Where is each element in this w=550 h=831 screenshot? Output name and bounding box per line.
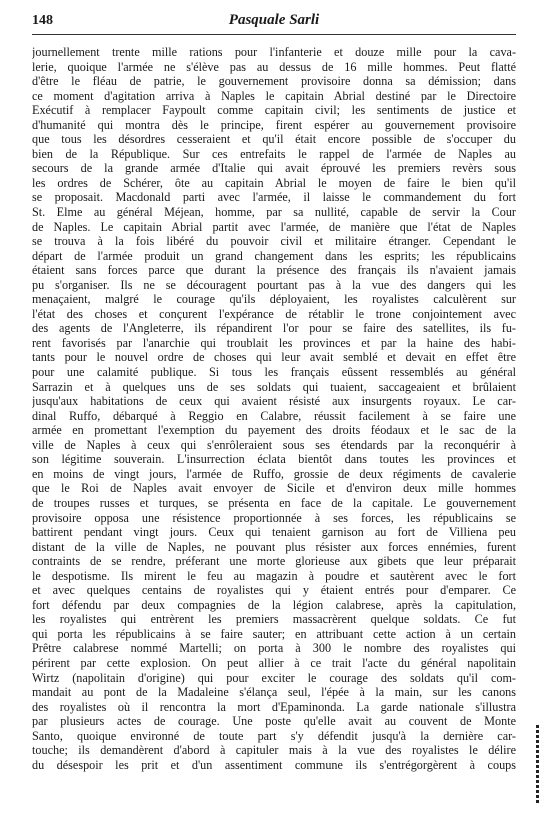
text-line: fort défendu par deux compagnies de la légion calabrese, après la capitulation, [32,597,516,612]
text-line: lerie, quoique l'armée ne s'élève pas au dessus de 16 mille hommes. Peut flatté [32,59,516,74]
page-number: 148 [32,13,53,28]
text-line: secours de la grande armée d'Italie qui avait éprouvé les premiers revèrs sous [32,161,516,176]
text-line: que le Roi de Naples avait envoyer de Sicile et d'environ deux mille hommes [32,481,516,496]
running-head: Pasquale Sarli [228,12,320,28]
text-line: Santo, quoique environné de toute part s'y défendit jusqu'à la dernière car- [32,728,516,743]
text-line: provisoire opposa une résistence proportionnée à ses forces, les républicains se [32,510,516,525]
text-line: dinal Ruffo, débarqué à Reggio en Calabre, réussit facilement à se faire une [32,408,516,423]
body-text [32,45,516,772]
text-line: Exécutif à remplacer Faypoult comme capitain civil; les sentiments de justice et [32,103,516,118]
text-line: les royalistes qui entrèrent les premiers massacrèrent quelque soldats. Ce fut [32,612,516,627]
text-line: que tous les désordres cesseraient et qu'il était encore possible de s'occuper du [32,132,516,147]
text-line: se proposait. Macdonald parti avec l'armée, il laisse le commandement du fort [32,190,516,205]
text-line: tants pour le nouvel ordre de choses qui leur avait semblé et devait en effet être [32,350,516,365]
text-line: et avec quelques centains de royalistes qui y étaient entrés pour d'emparer. Ce [32,583,516,598]
text-line: rent favorisés par l'anarchie qui troublait les provinces et par la haine des habi- [32,335,516,350]
text-line: pu s'organiser. Ils ne se découragent pourtant pas à la vue des dangers qui les [32,277,516,292]
text-line: périrent par cette explosion. On peut allier à ce trait l'acte du général napolitain [32,655,516,670]
text-line: menaçaient, malgré le courage qu'ils déployaient, les royalistes calculèrent sur [32,292,516,307]
text-line: ville de Naples à ceux qui s'enrôleraient sous ses étendards par la reconquérir à [32,437,516,452]
text-line: en moins de vingt jours, l'armée de Ruffo, grossie de deux régiments de cavalerie [32,466,516,481]
text-line: des agents de l'Angleterre, ils répandirent l'or pour se faire des satellites, ils fu- [32,321,516,336]
text-line: par plusieurs actes de courage. Une poste qu'elle avait au couvent de Monte [32,714,516,729]
text-line: d'humanité qui montra dès le principe, firent espérer au gouvernement provisoire [32,117,516,132]
text-line: étaient sans forces parce que durant la présence des français ils n'avaient jamais [32,263,516,278]
text-line: de Naples. Le capitain Abrial partit avec l'armée, de manière que l'état de Naples [32,219,516,234]
text-line: bien de la République. Sur ces entrefaits le rappel de l'armée de Naples au [32,146,516,161]
text-line: St. Elme au général Méjean, homme, par sa nullité, capable de servir la Cour [32,205,516,220]
text-line: touche; ils demandèrent d'abord à capituler mais à la vue des royalistes le délire [32,743,516,758]
text-line: journellement trente mille rations pour l'infanterie et douze mille pour la cava- [32,45,516,59]
text-line: pour une calamité publique. Si tous les français eûssent ressemblés au général [32,365,516,380]
text-line: Prêtre calabrese nommé Martelli; on porta à 300 le nombre des royalistes qui [32,641,516,656]
scan-edge-mark [536,725,539,803]
text-line: l'état des choses et conçurent l'expérance de rétablir le trone conjointement avec [32,306,516,321]
text-line: qui porta les républicains à se faire sauter; en attribuant cette action à un certain [32,626,516,641]
text-line: départ de l'armée produit un grand changement dans les esprits; les républicains [32,248,516,263]
text-line: du désespoir les prit et d'un assentiment commune ils s'entrégorgèrent à coups [32,757,516,772]
text-line: les ordres de Schérer, ôte au capitain Abrial le moyen de faire le bien qu'il [32,175,516,190]
text-line: battirent pendant vingt jours. Ceux qui tenaient garnison au fort de Villiena peu [32,525,516,540]
text-line: armée en promettant l'exemption du payement des droits féodaux et le sac de la [32,423,516,438]
text-line: des royalistes où il rencontra la mort d'Epaminonda. La garde nationale s'illustra [32,699,516,714]
text-line: Wirtz (napolitain d'origine) qui pour exciter le courage des soldats qu'il com- [32,670,516,685]
text-line: distant de la ville de Naples, ne pouvant plus résister aux forces ennémies, furent [32,539,516,554]
text-line: le despotisme. Ils mirent le feu au magazin à poudre et sautèrent avec le fort [32,568,516,583]
text-line: ce moment d'agitation arriva à Naples le capitain Abrial destiné par le Directoire [32,88,516,103]
text-line: de troupes russes et turques, se présenta en face de la capitale. Le gouvernement [32,495,516,510]
text-line: mandait au pont de la Madaleine s'élança seul, l'épée à la main, sur les canons [32,685,516,700]
text-line: Sarrazin et à quelques uns de ses soldats qui tuaient, saccageaient et brûlaient [32,379,516,394]
page-header [32,8,516,35]
text-line: d'être le fléau de patrie, le gouvernement provisoire donna sa démission; dans [32,74,516,89]
text-line: jusqu'aux habitations de ceux qui avaient résisté aux insurgents royaux. Le car- [32,394,516,409]
text-line: contraints de se rendre, préferant une morte glorieuse aux gibets que leur préparait [32,554,516,569]
text-line: se trouva à la fois libéré du pouvoir civil et militaire étranger. Cependant le [32,234,516,249]
text-line: son légitime souverain. L'insurrection éclata bientôt dans toutes les provinces et [32,452,516,467]
